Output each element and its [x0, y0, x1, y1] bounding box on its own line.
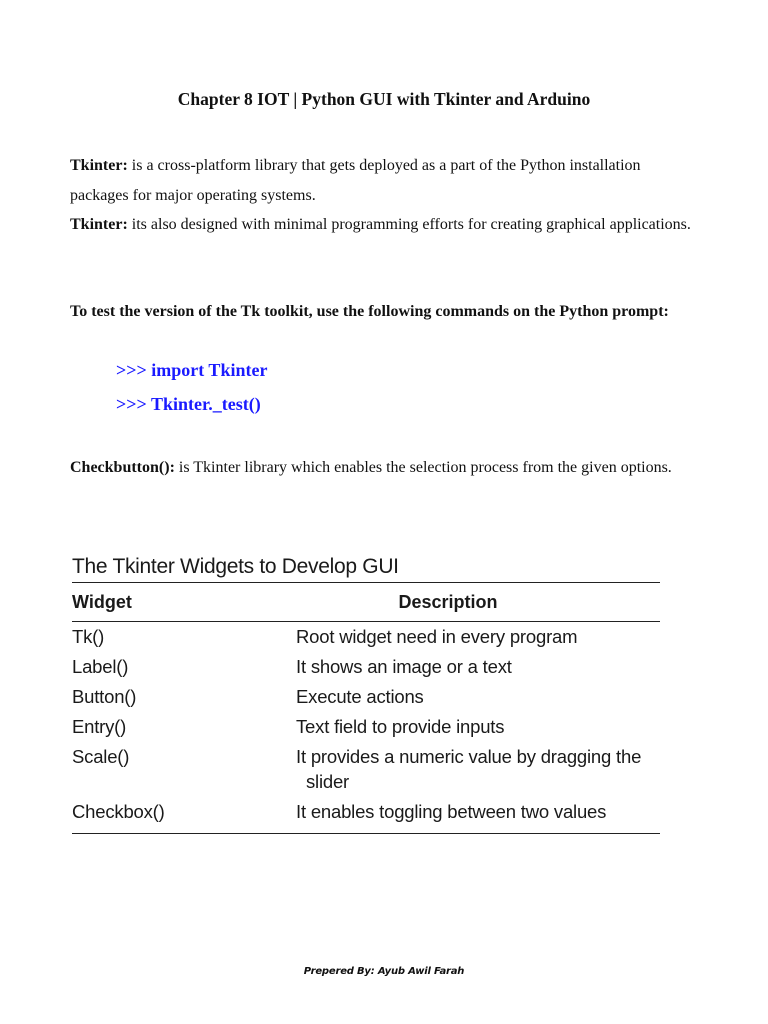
code-line-test: >>> Tkinter._test()	[116, 394, 261, 414]
table-row	[72, 654, 660, 679]
table-row	[72, 799, 660, 824]
test-version-paragraph: To test the version of the Tk toolkit, use the following commands on the Python prompt:	[70, 303, 669, 320]
code-line-import: >>> import Tkinter	[116, 360, 268, 380]
page-title: Chapter 8 IOT | Python GUI with Tkinter and Arduino	[177, 89, 591, 109]
widgets-table	[72, 552, 660, 834]
widget-cell: Button()	[72, 686, 137, 707]
tkinter-intro-paragraph	[70, 151, 702, 240]
widget-cell: Label()	[72, 656, 129, 677]
checkbutton-paragraph	[70, 453, 702, 483]
widget-cell: Entry()	[72, 716, 127, 737]
description-cell	[296, 744, 660, 794]
table-row	[72, 744, 660, 794]
description-cell: Execute actions	[296, 686, 424, 707]
description-line-2: slider	[306, 771, 350, 792]
checkbutton-label: Checkbutton():	[70, 459, 175, 476]
tkinter-text-1: is a cross-platform library that gets deployed as a part of the Python installation packages for major operating systems.	[70, 157, 641, 204]
table-body	[72, 622, 660, 833]
tkinter-label-1: Tkinter:	[70, 157, 128, 174]
description-cell: Root widget need in every program	[296, 626, 578, 647]
tkinter-text-2: its also designed with minimal programming efforts for creating graphical applications.	[127, 216, 691, 233]
widget-cell: Scale()	[72, 746, 130, 767]
table-row	[72, 624, 660, 649]
checkbutton-text: is Tkinter library which enables the selection process from the given options.	[174, 459, 672, 476]
header-widget: Widget	[72, 591, 132, 612]
description-cell: It shows an image or a text	[296, 656, 512, 677]
tkinter-label-2: Tkinter:	[70, 216, 128, 233]
widget-cell: Checkbox()	[72, 801, 165, 822]
widget-cell: Tk()	[72, 626, 105, 647]
description-line-1: It provides a numeric value by dragging the	[296, 746, 642, 767]
table-bottom-rule	[72, 833, 660, 834]
table-row	[72, 714, 660, 739]
table-caption: The Tkinter Widgets to Develop GUI	[72, 555, 399, 578]
table-row	[72, 684, 660, 709]
table-header	[72, 583, 660, 621]
footer-credit: Prepered By: Ayub Awil Farah	[303, 966, 465, 977]
description-cell: It enables toggling between two values	[296, 801, 607, 822]
header-description: Description	[398, 591, 498, 612]
description-cell: Text field to provide inputs	[296, 716, 505, 737]
